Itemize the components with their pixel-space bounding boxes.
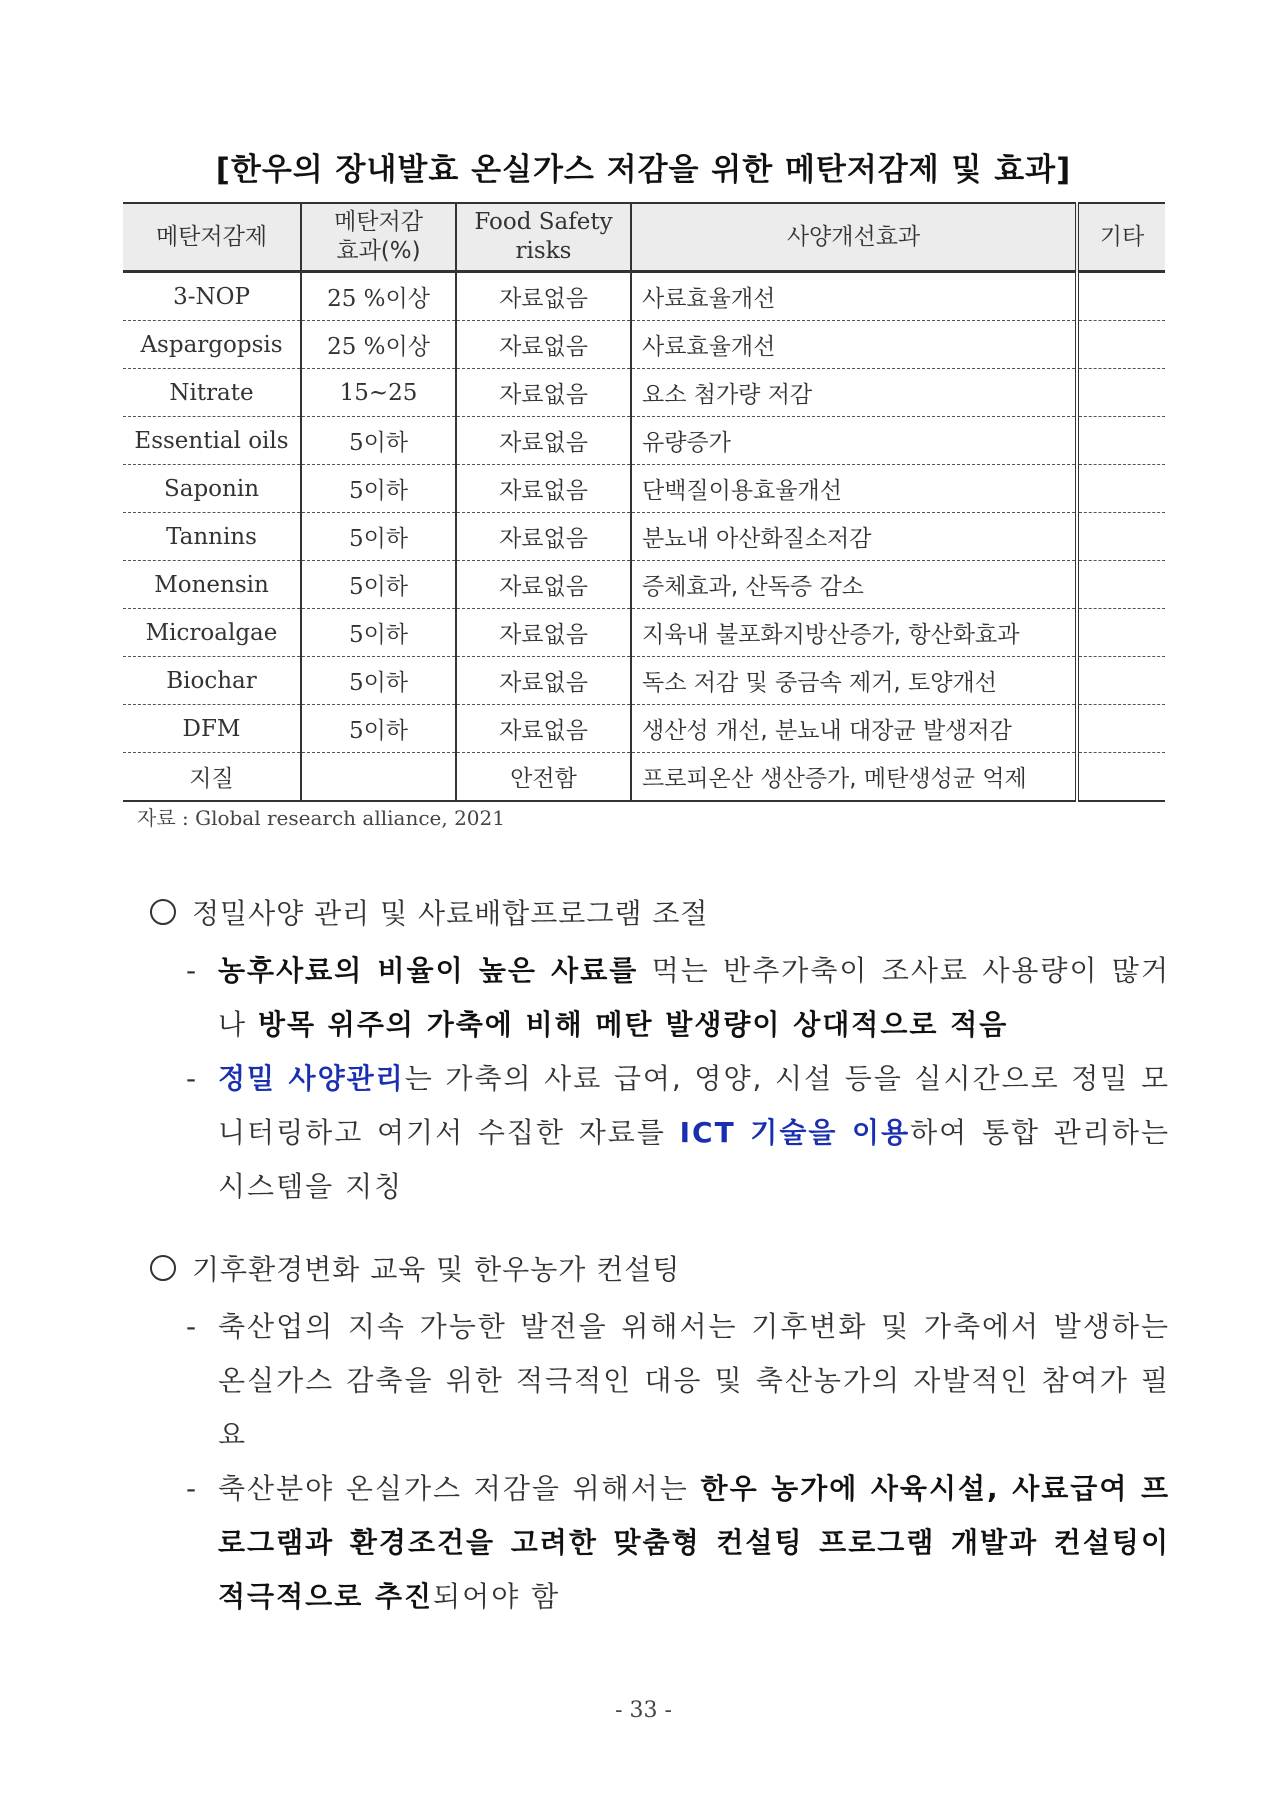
dash-marker: - (186, 954, 199, 987)
plain-text: 는 가축의 사료 급여, 영양, 시설 등을 실시간으로 정밀 모니터링하고 여기서 수집한 자료를 (218, 1062, 1170, 1149)
cell-risk: 자료없음 (456, 705, 631, 753)
table-row (123, 417, 1165, 465)
table-row (123, 609, 1165, 657)
table-row (123, 369, 1165, 417)
cell-risk: 자료없음 (456, 609, 631, 657)
cell-effect: 지육내 불포화지방산증가, 항산화효과 (631, 609, 1077, 657)
section-title-text: 정밀사양 관리 및 사료배합프로그램 조절 (192, 897, 709, 930)
plain-text: 축산업의 지속 가능한 발전을 위해서는 기후변화 및 가축에서 발생하는 온실가스 감축을 위한 적극적인 대응 및 축산농가의 자발적인 참여가 필요 (218, 1310, 1170, 1451)
header-reduction-text: 메탄저감 효과(%) (334, 209, 423, 264)
cell-reduction: 5이하 (301, 609, 456, 657)
cell-other (1077, 272, 1165, 321)
cell-effect: 독소 저감 및 중금속 제거, 토양개선 (631, 657, 1077, 705)
highlight-text: ICT 기술을 이용 (679, 1116, 911, 1149)
header-reduction (301, 203, 456, 272)
cell-other (1077, 417, 1165, 465)
section-title (150, 892, 1170, 932)
cell-agent: Aspargopsis (123, 321, 301, 369)
cell-reduction: 5이하 (301, 657, 456, 705)
cell-other (1077, 753, 1165, 802)
cell-reduction (301, 753, 456, 802)
cell-agent: Tannins (123, 513, 301, 561)
header-food-safety-text: Food Safety risks (474, 209, 613, 264)
cell-agent: Biochar (123, 657, 301, 705)
cell-agent: Microalgae (123, 609, 301, 657)
header-food-safety (456, 203, 631, 272)
cell-other (1077, 657, 1165, 705)
cell-agent: 지질 (123, 753, 301, 802)
dash-marker: - (186, 1472, 199, 1505)
bold-text: 한우 농가에 사육시설, 사료급여 프로그램과 환경조건을 고려한 맞춤형 컨설팅 프로그램 개발과 컨설팅이 적극적으로 추진 (218, 1472, 1170, 1613)
cell-risk: 자료없음 (456, 513, 631, 561)
cell-agent: Monensin (123, 561, 301, 609)
plain-text: 하여 통합 관리하는 시스템을 지칭 (218, 1116, 1170, 1203)
cell-agent: DFM (123, 705, 301, 753)
header-other: 기타 (1077, 203, 1165, 272)
plain-text: 축산분야 온실가스 저감을 위해서는 (218, 1472, 701, 1505)
cell-other (1077, 369, 1165, 417)
cell-effect: 유량증가 (631, 417, 1077, 465)
cell-effect: 사료효율개선 (631, 321, 1077, 369)
section-title (150, 1248, 1170, 1288)
header-effect: 사양개선효과 (631, 203, 1077, 272)
section-title-text: 기후환경변화 교육 및 한우농가 컨설팅 (192, 1253, 681, 1286)
cell-effect: 분뇨내 아산화질소저감 (631, 513, 1077, 561)
cell-reduction: 15~25 (301, 369, 456, 417)
plain-text: 되어야 함 (433, 1580, 561, 1613)
cell-agent: Nitrate (123, 369, 301, 417)
cell-risk: 자료없음 (456, 561, 631, 609)
cell-agent: 3-NOP (123, 272, 301, 321)
cell-effect: 요소 첨가량 저감 (631, 369, 1077, 417)
cell-risk: 자료없음 (456, 465, 631, 513)
table-row (123, 705, 1165, 753)
table-row (123, 272, 1165, 321)
table-row (123, 753, 1165, 802)
bold-text: 농후사료의 비율이 높은 사료를 (218, 954, 639, 987)
cell-risk: 자료없음 (456, 369, 631, 417)
circle-bullet-icon (150, 899, 176, 925)
table-row (123, 561, 1165, 609)
highlight-text: 정밀 사양관리 (218, 1062, 405, 1095)
bullet-item (150, 944, 1170, 1052)
cell-reduction: 5이하 (301, 513, 456, 561)
cell-effect: 생산성 개선, 분뇨내 대장균 발생저감 (631, 705, 1077, 753)
cell-effect: 사료효율개선 (631, 272, 1077, 321)
cell-other (1077, 561, 1165, 609)
bold-text: 방목 위주의 가축에 비해 메탄 발생량이 상대적으로 적음 (257, 1008, 1009, 1041)
table-row (123, 513, 1165, 561)
bullet-item (150, 1052, 1170, 1214)
table-row (123, 465, 1165, 513)
page-number: - 33 - (615, 1698, 672, 1723)
cell-risk: 안전함 (456, 753, 631, 802)
cell-risk: 자료없음 (456, 417, 631, 465)
table-row (123, 657, 1165, 705)
cell-risk: 자료없음 (456, 657, 631, 705)
table-header-row (123, 203, 1165, 272)
cell-reduction: 25 %이상 (301, 321, 456, 369)
cell-risk: 자료없음 (456, 321, 631, 369)
cell-other (1077, 705, 1165, 753)
bullet-item (150, 1462, 1170, 1624)
cell-other (1077, 609, 1165, 657)
source-note: 자료 : Global research alliance, 2021 (137, 806, 505, 830)
table-row (123, 321, 1165, 369)
cell-other (1077, 465, 1165, 513)
cell-effect: 프로피온산 생산증가, 메탄생성균 억제 (631, 753, 1077, 802)
methane-reducer-table (123, 202, 1165, 802)
cell-agent: Saponin (123, 465, 301, 513)
cell-reduction: 5이하 (301, 561, 456, 609)
cell-effect: 증체효과, 산독증 감소 (631, 561, 1077, 609)
header-agent: 메탄저감제 (123, 203, 301, 272)
cell-reduction: 5이하 (301, 705, 456, 753)
plain-text: 먹는 반추가축이 조사료 사용량이 많거나 (218, 954, 1170, 1041)
table-title: [한우의 장내발효 온실가스 저감을 위한 메탄저감제 및 효과] (215, 152, 1072, 188)
cell-effect: 단백질이용효율개선 (631, 465, 1077, 513)
cell-reduction: 25 %이상 (301, 272, 456, 321)
cell-reduction: 5이하 (301, 465, 456, 513)
cell-risk: 자료없음 (456, 272, 631, 321)
cell-other (1077, 321, 1165, 369)
section-precision-feeding (150, 892, 1170, 1214)
cell-agent: Essential oils (123, 417, 301, 465)
section-consulting (150, 1248, 1170, 1624)
dash-marker: - (186, 1062, 199, 1095)
circle-bullet-icon (150, 1255, 176, 1281)
cell-other (1077, 513, 1165, 561)
cell-reduction: 5이하 (301, 417, 456, 465)
dash-marker: - (186, 1310, 199, 1343)
bullet-item (150, 1300, 1170, 1462)
